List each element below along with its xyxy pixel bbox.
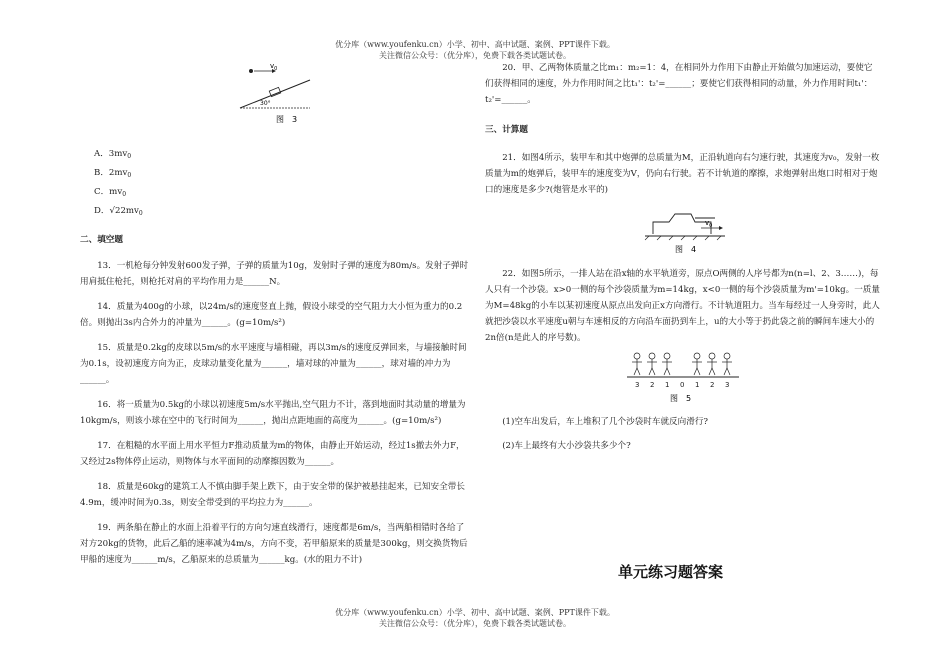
option-b: B．$2mv_0$ bbox=[94, 168, 132, 179]
question-22-part-1: (1)空车出发后，车上堆积了几个沙袋时车就反向滑行? bbox=[502, 417, 709, 427]
incline-diagram bbox=[230, 58, 430, 124]
section-calculation: 三、计算题 bbox=[485, 125, 528, 135]
option-a: A．$3mv_0$ bbox=[94, 149, 132, 160]
position-label: 3 bbox=[725, 381, 730, 389]
position-label: 2 bbox=[650, 381, 655, 389]
person-figure bbox=[707, 353, 717, 375]
velocity-label: $v_0$ bbox=[270, 62, 278, 72]
people-row-diagram bbox=[625, 348, 745, 406]
question-18: 18．质量是60kg的建筑工人不慎由脚手架上跌下，由于安全带的保护被悬挂起来，已知安全带长4.9m，缓冲时间为0.3s，则安全带受到的平均拉力为______。 bbox=[80, 482, 465, 508]
person-figure bbox=[647, 353, 657, 375]
position-label: 1 bbox=[665, 381, 670, 389]
section-fill-blank: 二、填空题 bbox=[80, 235, 123, 245]
question-22: 22．如图5所示，一排人站在沿x轴的水平轨道旁，原点O两侧的人序号都为n(n=l、2、3……)，每人只有一个沙袋。x>0一侧的每个沙袋质量为m=14kg，x<0一侧的每个沙袋质量为m'=10kg。一质量为M=48kg的小车以某初速度从原点出发向正x方向滑行。不计轨道阻力。当车每经过一人身旁时，此人就把沙袋以水平速度u朝与车速相反的方向沿车面扔到车上，u的大小等于扔此袋之前的瞬间车速大小的2n倍(n是此人的序号数)。 bbox=[485, 269, 880, 343]
armored-car-diagram bbox=[635, 200, 735, 256]
page-footer bbox=[0, 607, 950, 629]
answers-title: 单元练习题答案 bbox=[618, 563, 724, 581]
sqrt-two: √2 bbox=[109, 206, 121, 216]
header-line-2: 关注微信公众号：（优分库），免费下载各类试题试卷。 bbox=[379, 51, 571, 60]
origin-label: 0 bbox=[680, 381, 685, 389]
figure-5 bbox=[485, 346, 880, 406]
figure-3 bbox=[80, 58, 470, 124]
person-figure bbox=[722, 353, 732, 375]
question-19: 19．两条船在静止的水面上沿着平行的方向匀速直线滑行，速度都是6m/s，当两船相错时各给了对方20kg的货物，此后乙船的速率减为4m/s，方向不变，若甲船原来的质量是300kg，则交换货物后甲船的速度为______m/s，乙船原来的总质量为______kg。(水的阻力不计) bbox=[80, 523, 468, 565]
question-13: 13．一机枪每分钟发射600发子弹，子弹的质量为10g，发射时子弹的速度为80m/s。发射子弹时用肩抵住枪托，则枪托对肩的平均作用力是______N。 bbox=[80, 261, 469, 287]
question-14: 14．质量为400g的小球，以24m/s的速度竖直上抛，假设小球受的空气阻力大小恒为重力的0.2倍。则抛出3s内合外力的冲量为______。(g=10m/s²) bbox=[80, 302, 463, 328]
figure-5-caption: 图 5 bbox=[670, 394, 692, 403]
question-20: 20．甲、乙两物体质量之比m₁：m₂=1：4，在相同外力作用下由静止开始做匀加速运动，要使它们获得相同的速度，外力作用时间之比t₁'：t₂'=______；要使它们获得相同的动量，外力作用时间t₁'：t₂'=______。 bbox=[485, 63, 873, 105]
footer-line-1: 优分库（www.youfenku.cn）小学、初中、高中试题、案例、PPT课件下载。 bbox=[335, 608, 615, 617]
position-label: 3 bbox=[635, 381, 640, 389]
figure-3-caption: 图 3 bbox=[276, 115, 298, 124]
velocity-label: $v_0$ bbox=[705, 219, 713, 229]
question-15: 15．质量是0.2kg的皮球以5m/s的水平速度与墙相碰，再以3m/s的速度反弹回来，与墙接触时间为0.1s，设初速度方向为正，皮球动量变化量为______，墙对球的冲量为______，球对墙的冲力为______。 bbox=[80, 343, 467, 385]
person-figure bbox=[632, 353, 642, 375]
figure-4 bbox=[485, 198, 880, 254]
angle-label: 30° bbox=[260, 100, 271, 107]
option-d: D．$√22mv_0$ bbox=[94, 206, 143, 217]
question-21: 21．如图4所示，装甲车和其中炮弹的总质量为M，正沿轨道向右匀速行驶，其速度为v₀，发射一枚质量为m的炮弹后，装甲车的速度变为V，仍向右行驶。若不计轨道的摩擦，求炮弹射出炮口时相对于炮口的速度是多少?(炮管是水平的) bbox=[485, 153, 880, 195]
footer-line-2: 关注微信公众号：（优分库），免费下载各类试题试卷。 bbox=[379, 619, 571, 628]
person-figure bbox=[692, 353, 702, 375]
right-column bbox=[485, 60, 880, 454]
position-label: 2 bbox=[710, 381, 715, 389]
question-17: 17．在粗糙的水平面上用水平恒力F推动质量为m的物体，由静止开始运动，经过1s撤去外力F，又经过2s物体停止运动，则物体与水平面间的动摩擦因数为______。 bbox=[80, 441, 465, 467]
question-16: 16．将一质量为0.5kg的小球以初速度5m/s水平抛出,空气阻力不计，落到地面时其动量的增量为10kgm/s，则该小球在空中的飞行时间为______，抛出点距地面的高度为______。(g=10m/s²) bbox=[80, 400, 466, 426]
left-column bbox=[80, 58, 470, 568]
position-label: 1 bbox=[695, 381, 700, 389]
header-line-1: 优分库（www.youfenku.cn）小学、初中、高中试题、案例、PPT课件下载。 bbox=[335, 40, 615, 49]
person-figure bbox=[662, 353, 672, 375]
question-22-part-2: (2)车上最终有大小沙袋共多少个? bbox=[502, 441, 631, 451]
option-c: C．$mv_0$ bbox=[94, 187, 127, 198]
figure-4-caption: 图 4 bbox=[675, 245, 697, 254]
